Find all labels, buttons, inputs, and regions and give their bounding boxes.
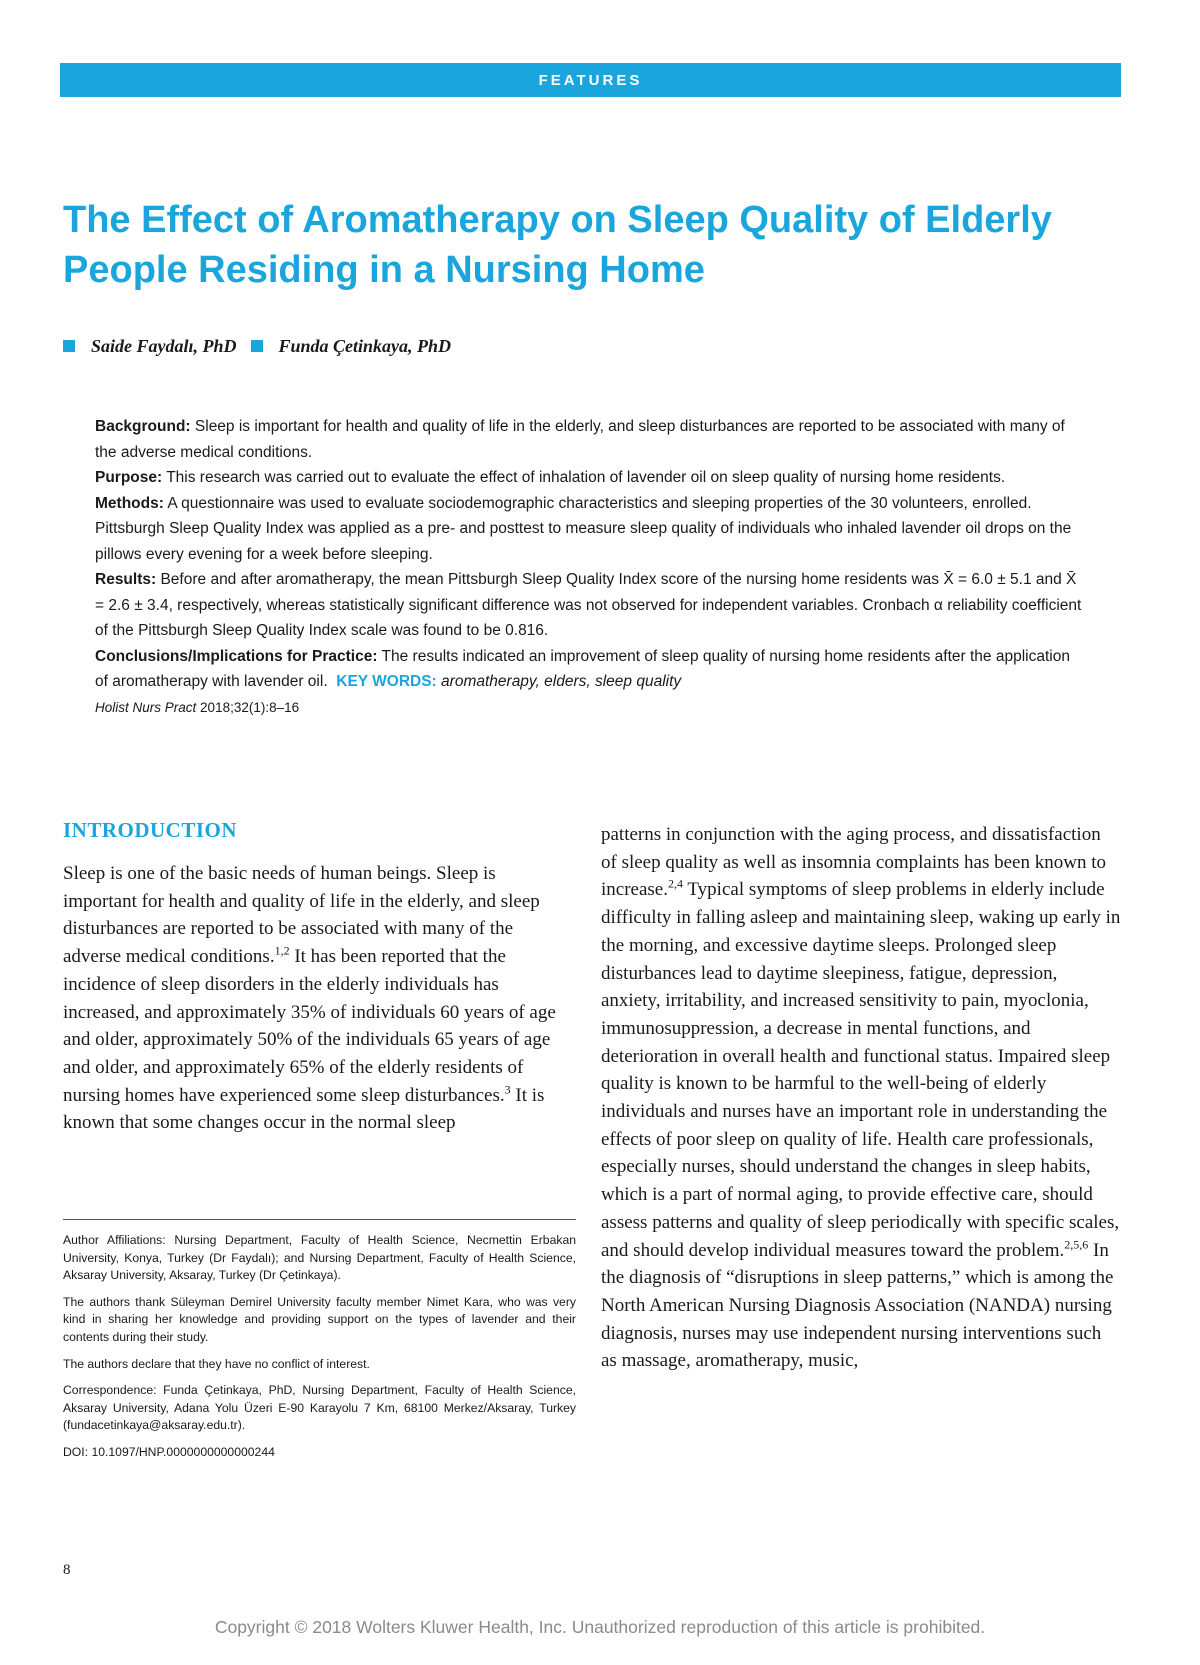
body-text: Typical symptoms of sleep problems in elderly include difficulty in falling asleep and maintaining sleep, waking up early in the morning, and excessive daytime sleeps. Prolonged sleep disturbances lead to daytime sleepiness, fatigue, depression, anxiety, irritability, and increased sensitivity to pain, myoclonia, immunosuppression, a decrease in mental functions, and deterioration in overall health and functional status. Impaired sleep quality is known to be harmful to the well-being of elderly individuals and nurses have an important role in understanding the effects of poor sleep on quality of life. Health care professionals, especially nurses, should understand the changes in sleep habits, which is a part of normal aging, to provide effective care, should assess patterns and quality of sleep periodically with specific scales, and should develop individual measures toward the problem. xyxy=(601,879,1121,1261)
affiliations-label: Author Affiliations: xyxy=(63,1233,166,1247)
abstract-label: Methods: xyxy=(95,494,164,512)
correspondence-text: Funda Çetinkaya, PhD, Nursing Department, Faculty of Health Science, Aksaray University, Adana Yolu Üzeri E-90 Karayolu 7 Km, 68100 Merkez/Aksaray, Turkey (fundacetinkaya@aksaray.edu.tr). xyxy=(63,1383,576,1433)
body-column-left xyxy=(63,860,573,1137)
acknowledgment: The authors thank Süleyman Demirel University faculty member Nimet Kara, who was very kind in sharing her knowledge and providing support on the types of lavender and their contents during their study. xyxy=(63,1294,576,1344)
author-line xyxy=(63,333,963,359)
footnote-divider xyxy=(63,1219,576,1220)
author-name-2: Funda Çetinkaya, PhD xyxy=(278,336,452,356)
article-title: The Effect of Aromatherapy on Sleep Quality of Elderly People Residing in a Nursing Home xyxy=(63,199,1052,291)
keywords-text: aromatherapy, elders, sleep quality xyxy=(441,673,682,690)
abstract-label: Conclusions/Implications for Practice: xyxy=(95,647,378,665)
abstract-conclusions xyxy=(95,644,1085,695)
citation-journal: Holist Nurs Pract xyxy=(95,699,197,715)
body-text: It has been reported that the incidence of sleep disorders in the elderly individuals has increased, and approximately 35% of individuals 60 years of age and older, approximately 50% of the individuals 65 years of age and older, and approximately 65% of the elderly residents of nursing homes have experienced some sleep disturbances. xyxy=(63,946,556,1106)
conflict-statement: The authors declare that they have no conflict of interest. xyxy=(63,1356,370,1371)
bullet-square-icon xyxy=(63,340,75,352)
abstract-text: This research was carried out to evaluate the effect of inhalation of lavender oil on sleep quality of nursing home residents. xyxy=(166,469,1006,486)
affiliations-text: Nursing Department, Faculty of Health Science, Necmettin Erbakan University, Konya, Turkey (Dr Faydalı); and Nursing Department, Faculty of Health Science, Aksaray University, Aksaray, Turkey (Dr Çetinkaya). xyxy=(63,1233,576,1283)
body-text: In the diagnosis of “disruptions in sleep patterns,” which is among the North American Nursing Diagnosis Association (NANDA) nursing diagnosis, nurses may use independent nursing interventions such as massage, aromatherapy, music, xyxy=(601,1239,1114,1372)
doi: DOI: 10.1097/HNP.0000000000000244 xyxy=(63,1444,275,1459)
abstract-purpose xyxy=(95,465,1085,491)
footnotes xyxy=(63,1232,576,1471)
author-name-1: Saide Faydalı, PhD xyxy=(91,336,237,356)
page-number: 8 xyxy=(63,1562,71,1578)
reference-superscript: 2,5,6 xyxy=(1064,1237,1089,1252)
abstract-methods xyxy=(95,491,1085,568)
body-text: It is known that some changes occur in the normal sleep xyxy=(63,1084,545,1134)
abstract-results xyxy=(95,567,1085,644)
section-banner xyxy=(60,63,1121,97)
correspondence-label: Correspondence: xyxy=(63,1383,157,1398)
reference-superscript: 2,4 xyxy=(667,877,683,892)
abstract xyxy=(95,414,1085,720)
abstract-text: The results indicated an improvement of sleep quality of nursing home residents after the application of aromatherapy with lavender oil. xyxy=(95,647,1070,690)
bullet-square-icon xyxy=(251,340,263,352)
abstract-background xyxy=(95,414,1085,465)
reference-superscript: 1,2 xyxy=(274,943,290,958)
citation-details: 2018;32(1):8–16 xyxy=(200,699,300,715)
abstract-text: Before and after aromatherapy, the mean Pittsburgh Sleep Quality Index score of the nursing home residents was X̄ = 6.0 ± 5.1 and X̄ = 2.6 ± 3.4, respectively, whereas statistically significant difference was not observed for independent variables. Cronbach α reliability coefficient of the Pittsburgh Sleep Quality Index scale was found to be 0.816. xyxy=(95,571,1082,639)
author-affiliations xyxy=(63,1232,576,1285)
keywords-label: KEY WORDS: xyxy=(336,673,437,690)
body-text: Sleep is one of the basic needs of human beings. Sleep is important for health and quality of life in the elderly, and sleep disturbances are reported to be associated with many of the adverse medical conditions. xyxy=(63,863,540,968)
correspondence xyxy=(63,1382,576,1435)
citation xyxy=(95,695,1085,721)
abstract-text: Sleep is important for health and quality of life in the elderly, and sleep disturbances are reported to be associated with many of the adverse medical conditions. xyxy=(95,418,1065,461)
abstract-label: Results: xyxy=(95,571,157,588)
copyright-notice: Copyright © 2018 Wolters Kluwer Health, Inc. Unauthorized reproduction of this article is prohibited. xyxy=(214,1617,986,1637)
section-heading-introduction: INTRODUCTION xyxy=(63,818,238,842)
abstract-text: A questionnaire was used to evaluate sociodemographic characteristics and sleeping properties of the 30 volunteers, enrolled. Pittsburgh Sleep Quality Index was applied as a pre- and posttest to measure sleep quality of individuals who inhaled lavender oil drops on the pillows every evening for a week before sleeping. xyxy=(95,494,1072,563)
section-banner-label: FEATURES xyxy=(538,71,643,89)
abstract-label: Purpose: xyxy=(95,469,163,486)
body-column-right xyxy=(601,821,1121,1375)
reference-superscript: 3 xyxy=(504,1082,511,1097)
abstract-label: Background: xyxy=(95,418,191,435)
body-text: patterns in conjunction with the aging process, and dissatisfaction of sleep quality as well as insomnia complaints has been known to increase. xyxy=(601,824,1106,901)
